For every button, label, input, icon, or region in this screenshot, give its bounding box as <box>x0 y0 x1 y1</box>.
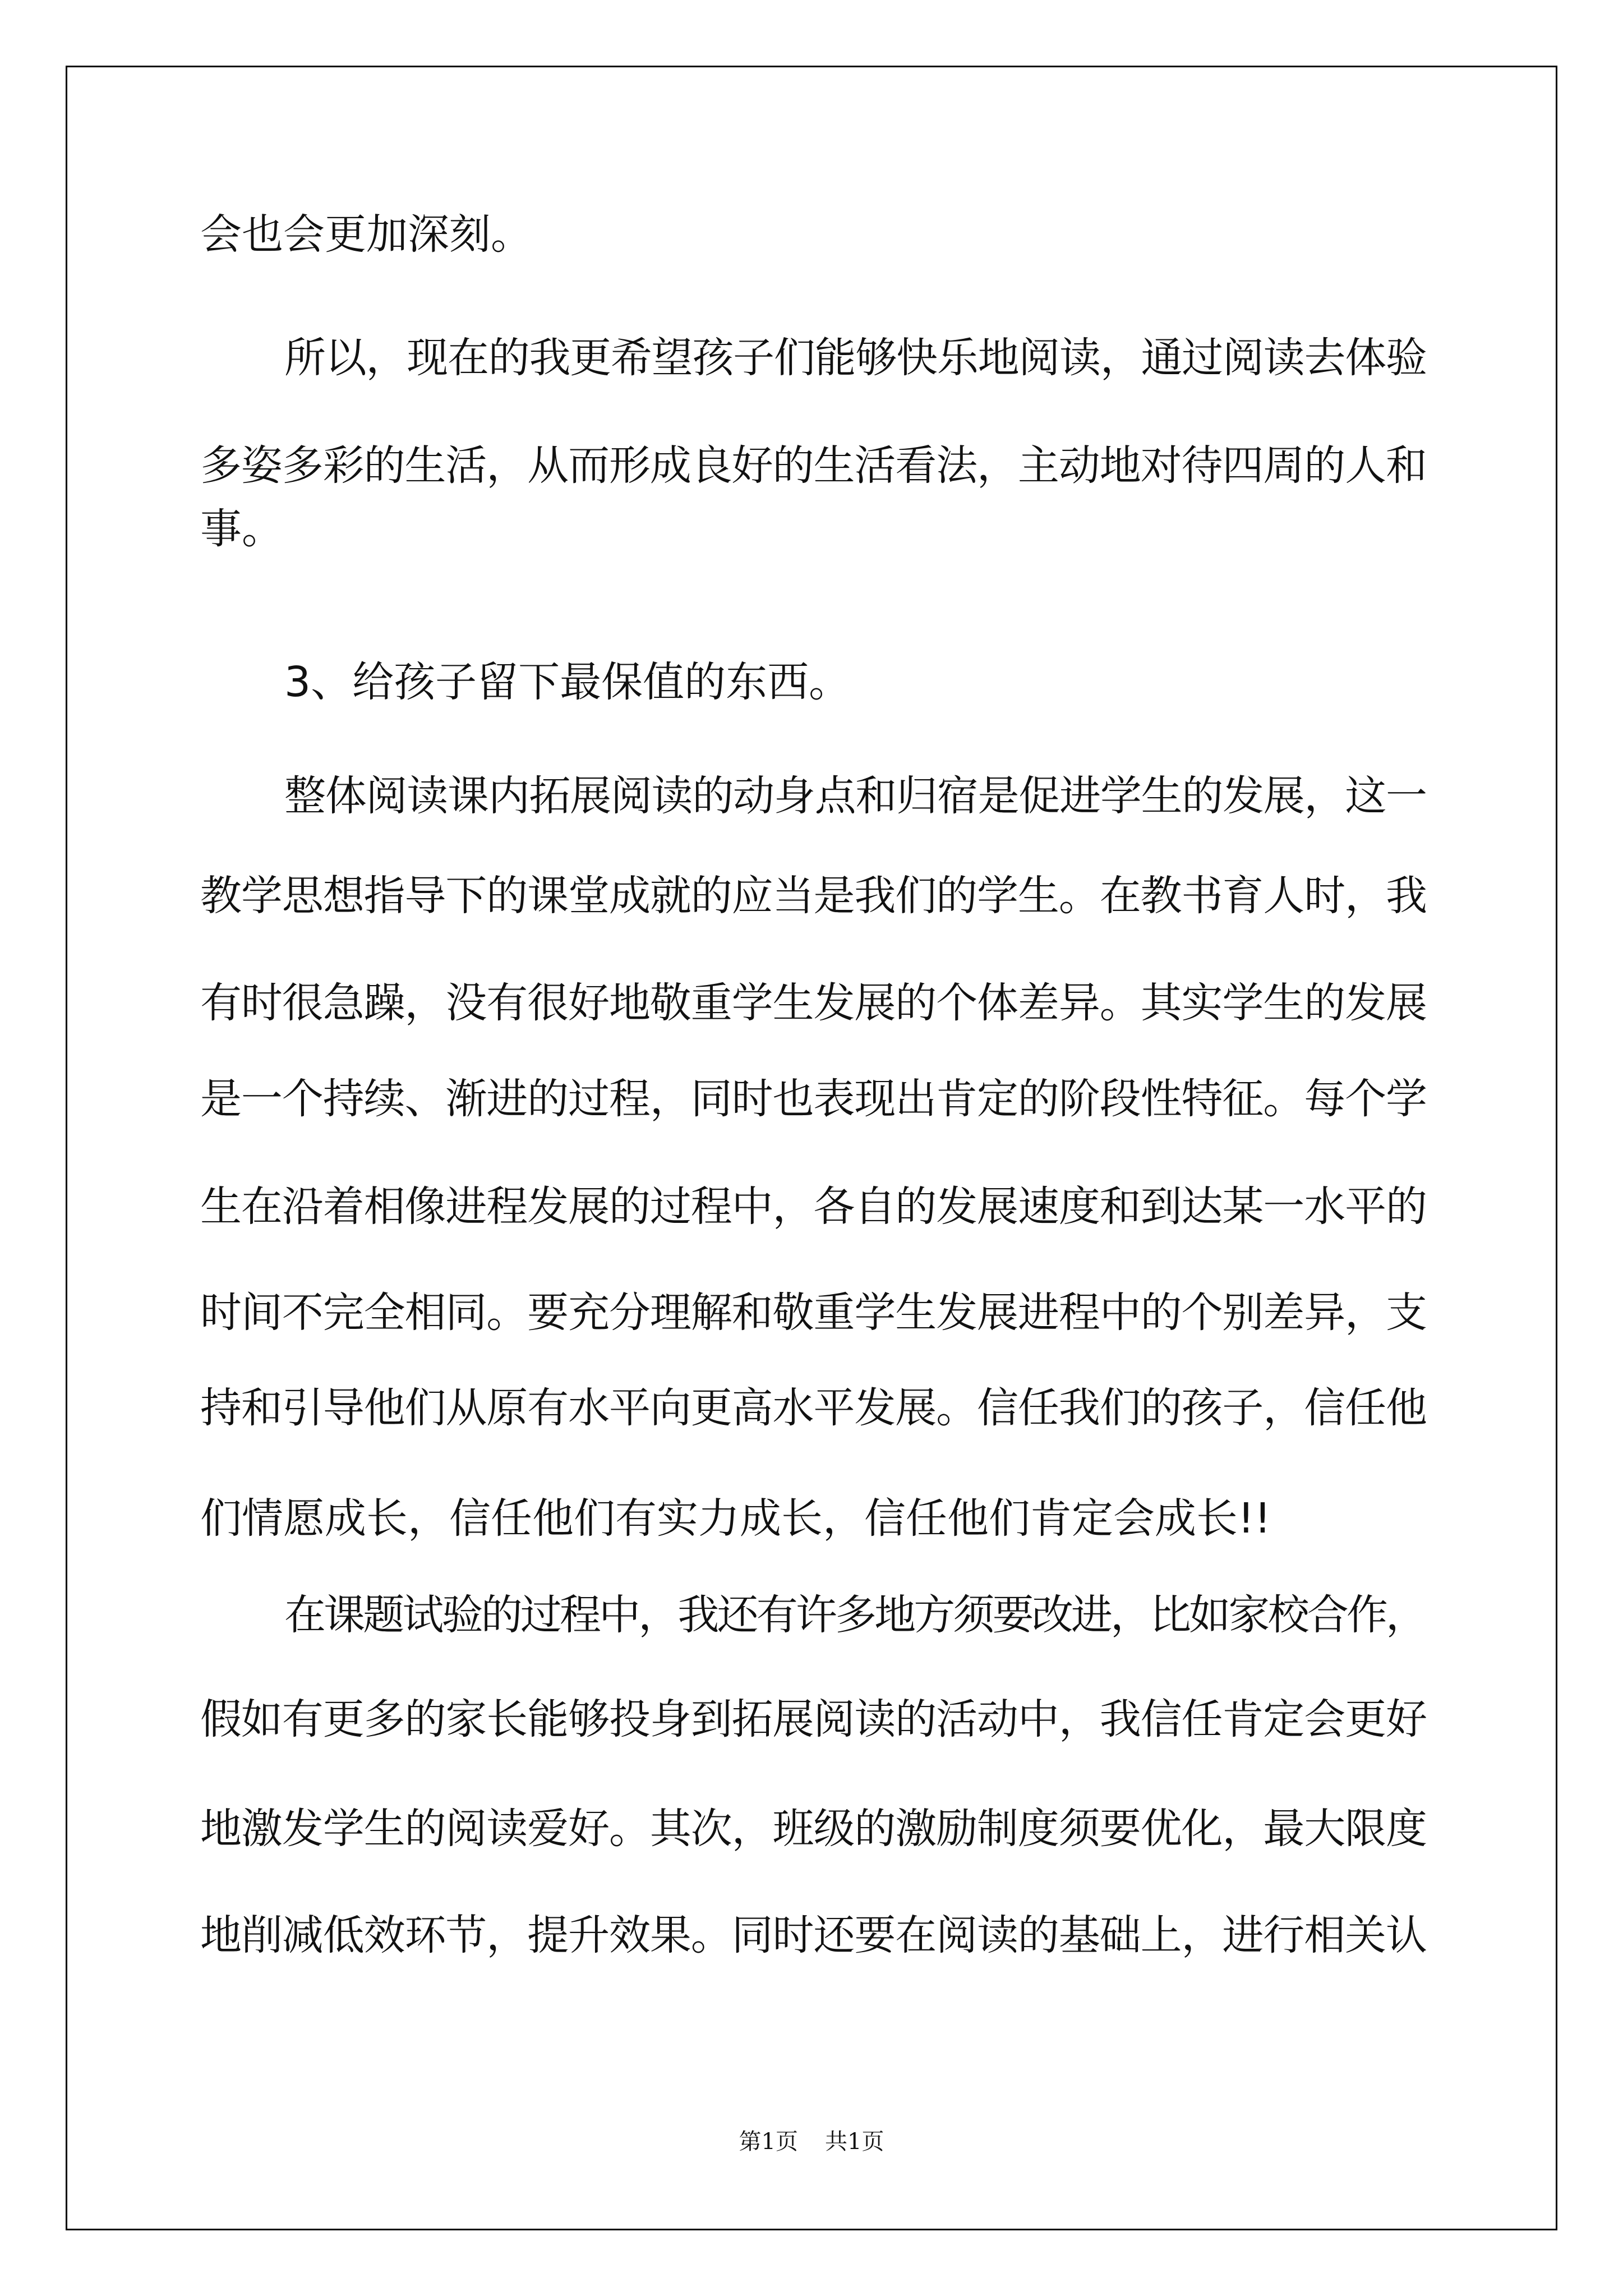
text-line-7: 教学思想指导下的课堂成就的应当是我们的学生。在教书育人时，我 <box>200 872 1427 920</box>
text-line-4: 事。 <box>200 505 283 553</box>
text-line-6: 整体阅读课内拓展阅读的动身点和归宿是促进学生的发展，这一 <box>284 772 1427 820</box>
text-line-9: 是一个持续、渐进的过程，同时也表现出肯定的阶段性特征。每个学 <box>200 1075 1427 1123</box>
text-line-1: 会也会更加深刻。 <box>200 210 532 259</box>
text-line-14: 在课题试验的过程中，我还有许多地方须要改进，比如家校合作， <box>284 1591 1426 1639</box>
text-line-12: 持和引导他们从原有水平向更高水平发展。信任我们的孩子，信任他 <box>200 1384 1427 1432</box>
text-line-10: 生在沿着相像进程发展的过程中，各自的发展速度和到达某一水平的 <box>200 1182 1427 1231</box>
text-line-13: 们情愿成长，信任他们有实力成长，信任他们肯定会成长!! <box>200 1494 1271 1543</box>
text-line-3: 多姿多彩的生活，从而形成良好的生活看法，主动地对待四周的人和 <box>200 441 1427 490</box>
page-total: 共1页 <box>825 2129 884 2155</box>
text-line-5: 3、给孩子留下最保值的东西。 <box>284 658 851 706</box>
text-line-2: 所以，现在的我更希望孩子们能够快乐地阅读，通过阅读去体验 <box>284 334 1427 382</box>
text-line-8: 有时很急躁，没有很好地敬重学生发展的个体差异。其实学生的发展 <box>200 979 1427 1027</box>
text-line-15: 假如有更多的家长能够投身到拓展阅读的活动中，我信任肯定会更好 <box>200 1695 1427 1743</box>
page-footer <box>0 2126 1623 2157</box>
text-line-17: 地削减低效环节，提升效果。同时还要在阅读的基础上，进行相关认 <box>200 1911 1427 1959</box>
text-line-11: 时间不完全相同。要充分理解和敬重学生发展进程中的个别差异，支 <box>200 1289 1427 1337</box>
page-border <box>66 66 1557 2230</box>
text-line-16: 地激发学生的阅读爱好。其次，班级的激励制度须要优化，最大限度 <box>200 1805 1427 1853</box>
page-number: 第1页 <box>739 2129 798 2155</box>
